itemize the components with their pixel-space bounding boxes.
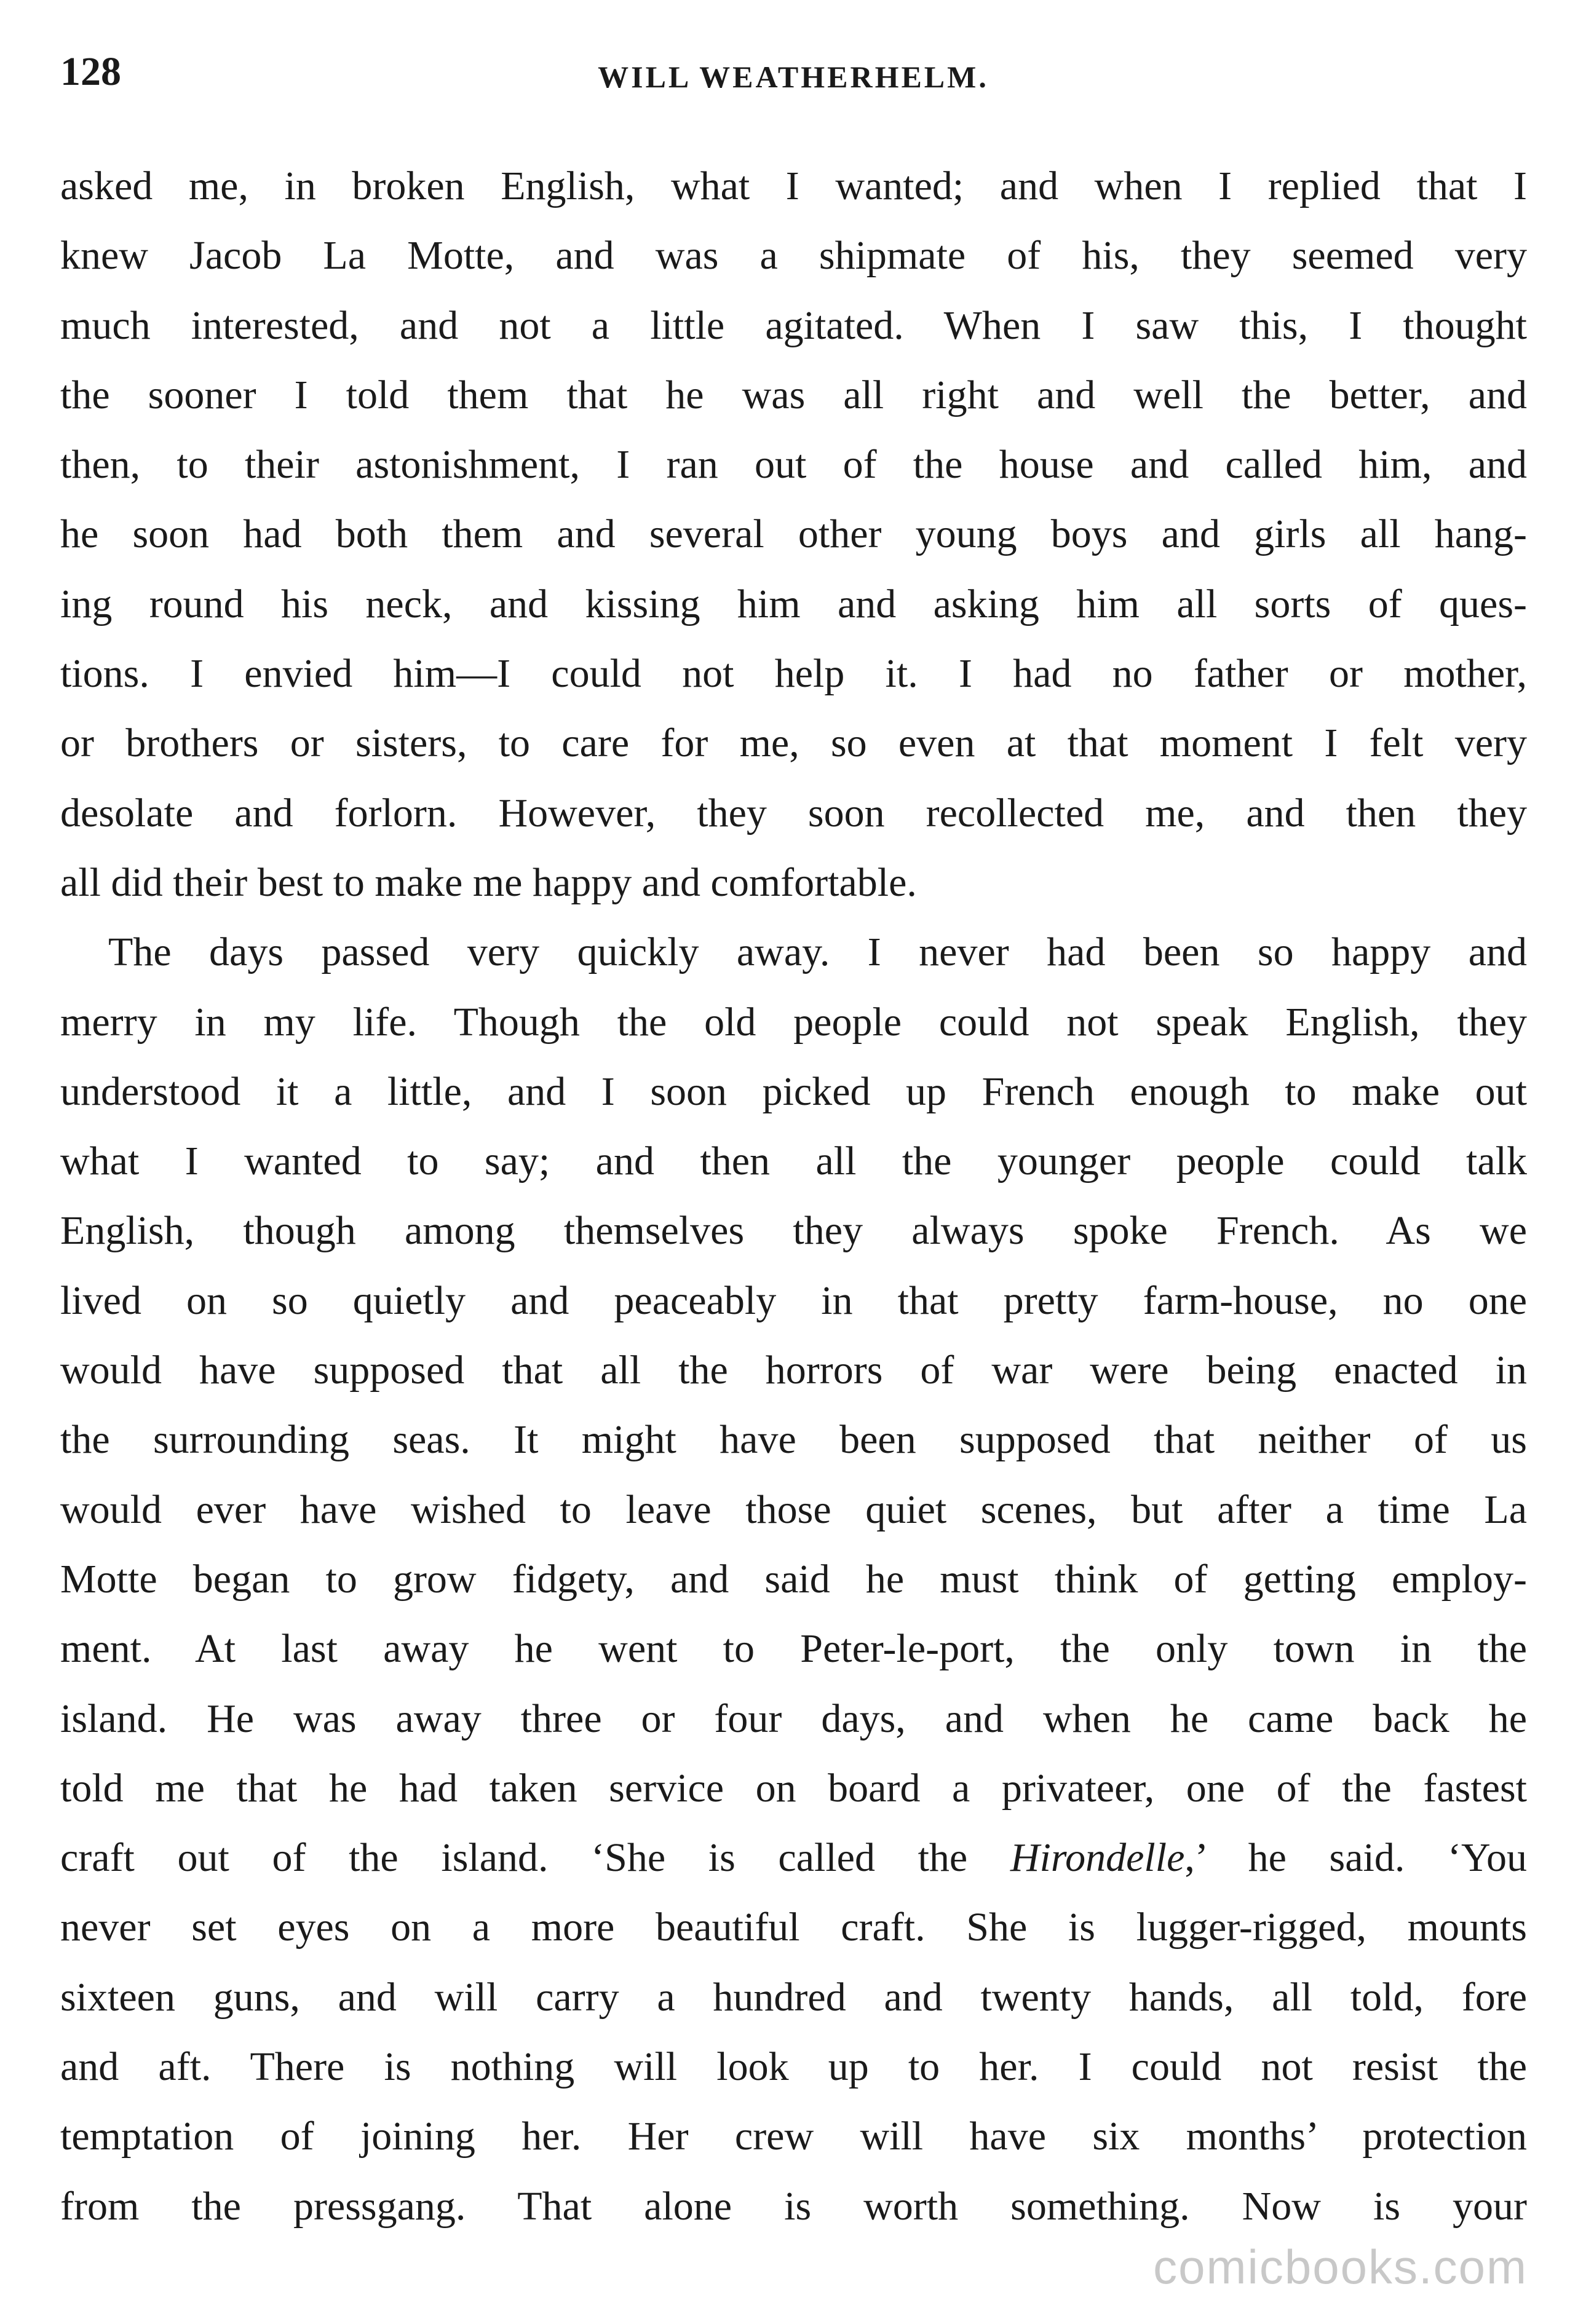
line-part: ,’ he said. ‘You bbox=[1184, 1835, 1527, 1881]
page-number: 128 bbox=[60, 49, 121, 94]
running-head: WILL WEATHERHELM. bbox=[598, 60, 989, 94]
text-line: Motte began to grow fidgety, and said he must think of getting employ- bbox=[60, 1556, 1527, 1602]
text-line: merry in my life. Though the old people could not speak English, they bbox=[60, 999, 1527, 1045]
text-line: the sooner I told them that he was all right and well the better, and bbox=[60, 372, 1527, 417]
text-line: all did their best to make me happy and comfortable. bbox=[60, 860, 917, 905]
text-line: and aft. There is nothing will look up to her. I could not resist the bbox=[60, 2044, 1527, 2090]
body-text bbox=[60, 151, 1527, 2241]
text-line: would ever have wished to leave those quiet scenes, but after a time La bbox=[60, 1487, 1527, 1532]
text-line: English, though among themselves they always spoke French. As we bbox=[60, 1208, 1527, 1254]
text-line: ing round his neck, and kissing him and asking him all sorts of ques- bbox=[60, 581, 1527, 626]
text-line: The days passed very quickly away. I never had been so happy and bbox=[108, 930, 1527, 975]
text-line: never set eyes on a more beautiful craft. She is lugger-rigged, mounts bbox=[60, 1905, 1527, 1950]
line-part: craft out of the island. ‘She is called the bbox=[60, 1835, 1010, 1881]
text-line: lived on so quietly and peaceably in that pretty farm-house, no one bbox=[60, 1278, 1527, 1323]
text-line: sixteen guns, and will carry a hundred and twenty hands, all told, fore bbox=[60, 1974, 1527, 2020]
text-line: would have supposed that all the horrors of war were being enacted in bbox=[60, 1348, 1527, 1393]
text-line: desolate and forlorn. However, they soon recollected me, and then they bbox=[60, 790, 1527, 836]
text-line: the surrounding seas. It might have been supposed that neither of us bbox=[60, 1417, 1527, 1463]
text-line: knew Jacob La Motte, and was a shipmate of his, they seemed very bbox=[60, 233, 1527, 279]
text-line: tions. I envied him—I could not help it. I had no father or mother, bbox=[60, 651, 1527, 697]
text-line: understood it a little, and I soon picked up French enough to make out bbox=[60, 1069, 1527, 1114]
text-line: much interested, and not a little agitated. When I saw this, I thought bbox=[60, 302, 1527, 348]
text-line: ment. At last away he went to Peter-le-port, the only town in the bbox=[60, 1626, 1527, 1672]
paragraph-2 bbox=[60, 917, 1527, 2241]
text-line: from the pressgang. That alone is worth something. Now is your bbox=[60, 2183, 1527, 2229]
text-line: or brothers or sisters, to care for me, so even at that moment I felt very bbox=[60, 721, 1527, 766]
paragraph-1 bbox=[60, 151, 1527, 917]
text-line: then, to their astonishment, I ran out of the house and called him, and bbox=[60, 442, 1527, 488]
page-header bbox=[60, 49, 1526, 119]
text-line: what I wanted to say; and then all the younger people could talk bbox=[60, 1139, 1527, 1184]
text-line-with-ship-name bbox=[60, 1823, 1527, 1892]
text-line: temptation of joining her. Her crew will have six months’ protection bbox=[60, 2114, 1527, 2159]
ship-name: Hirondelle bbox=[1010, 1835, 1185, 1881]
text-line: asked me, in broken English, what I wanted; and when I replied that I bbox=[60, 164, 1527, 208]
watermark: comicbooks.com bbox=[1153, 2240, 1528, 2294]
text-line: island. He was away three or four days, and when he came back he bbox=[60, 1696, 1527, 1741]
text-line: told me that he had taken service on board a privateer, one of the fastest bbox=[60, 1765, 1527, 1811]
text-line: he soon had both them and several other young boys and girls all hang- bbox=[60, 512, 1527, 557]
